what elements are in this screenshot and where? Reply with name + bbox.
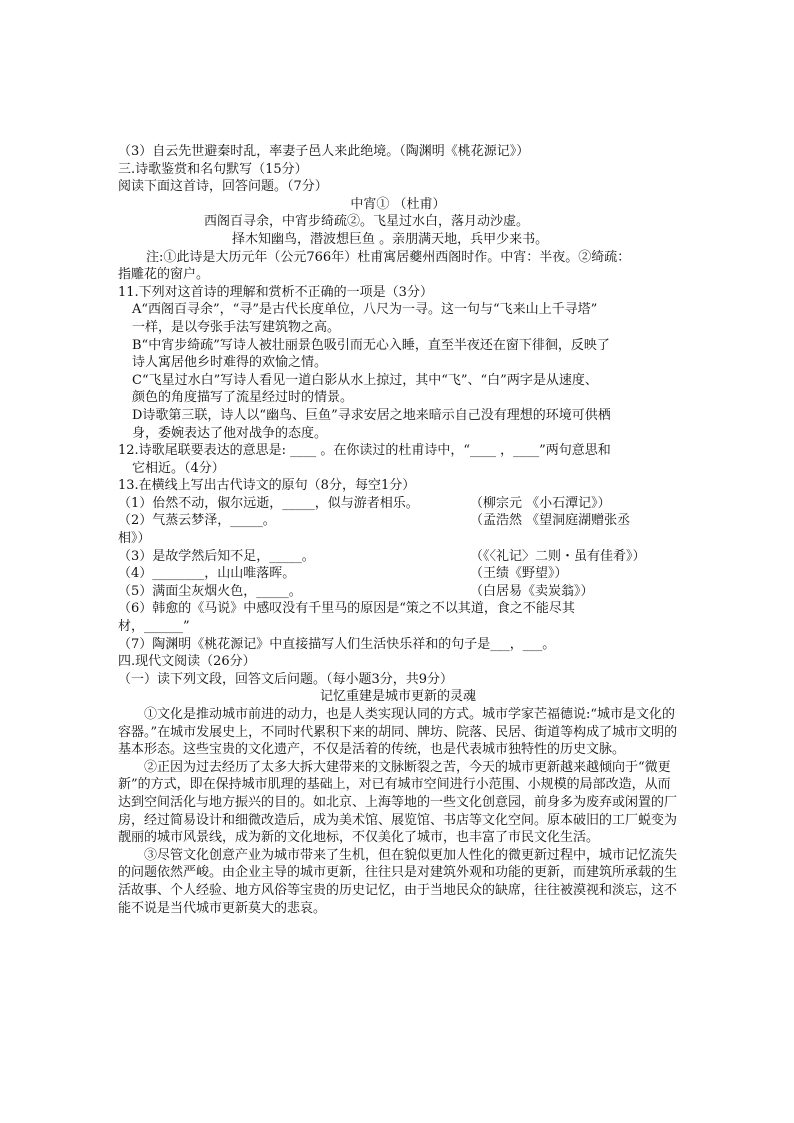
option-b: B“中宵步绮疏”写诗人被壮丽景色吸引而无心入睡，直至半夜还在窗下徘徊，反映了 — [132, 337, 610, 353]
q13-item — [118, 565, 678, 583]
article-paragraph: ①文化是推动城市前进的动力，也是人类实现认同的方式。城市学家芒福德说:“城市是文化的容器。”在城市发展史上，不同时代累积下来的胡同、牌坊、院落、民居、街道等构成了城市文明的基本形态。这些宝贵的文化遗产，不仅是活着的传统，也是代表城市独特性的历史文脉。 — [118, 707, 678, 758]
section-heading: 三.诗歌鉴赏和名句默写（15分） — [118, 161, 308, 177]
exam-page — [118, 143, 678, 917]
poem-line: 西阁百寻余，中宵步绮疏②。飞星过水白，落月动沙虚。 — [204, 214, 530, 230]
option-c: C“飞星过水白”写诗人看见一道白影从水上掠过，其中“飞”、“白”两字是从速度、 — [132, 372, 598, 388]
q13-item — [118, 495, 678, 513]
question-13: 13.在横线上写出古代诗文的原句（8分，每空1分） — [118, 478, 416, 494]
q13-source: （孟浩然 《望洞庭湖赠张丞 — [470, 513, 631, 529]
q13-source: （白居易《卖炭翁》） — [470, 583, 594, 599]
q13-item: 材，______” — [118, 619, 190, 635]
option-d: 身，委婉表达了他对战争的态度。 — [132, 425, 328, 441]
article-paragraph: ③尽管文化创意产业为城市带来了生机，但在貌似更加人性化的微更新过程中，城市记忆流失的问题依然严峻。由企业主导的城市更新，往往只是对建筑外观和功能的更新，而建筑所承载的生活故事、个人经验、地方风俗等宝贵的历史记忆，由于当地民众的缺席，往往被漠视和淡忘，这不能不说是当代城市更新莫大的悲哀。 — [118, 847, 678, 916]
q13-blank: （5）满面尘灰烟火色，_____。 — [118, 583, 302, 599]
text-line: （3）自云先世避秦时乱，率妻子邑人来此绝境。（陶渊明《桃花源记》） — [118, 144, 530, 159]
article-title: 记忆重建是城市更新的灵魂 — [319, 689, 476, 705]
subsection-heading: （一）读下列文段，回答文后问题。（每小题3分，共9分） — [118, 671, 454, 687]
q13-blank: （4）________，山山唯落晖。 — [118, 566, 296, 582]
question-12: 它相近。（4分） — [132, 460, 225, 476]
poem-note: 指雕花的窗户。 — [118, 267, 210, 283]
option-c: 颜色的角度描写了流星经过时的情景。 — [132, 390, 354, 406]
question-12: 12.诗歌尾联要表达的意思是: ____ 。在你读过的杜甫诗中，“____ ，____”两句意思和 — [118, 443, 611, 459]
poem-line: 择木知幽鸟，潜波想巨鱼 。亲朋满天地，兵甲少来书。 — [232, 231, 549, 247]
q13-item — [118, 548, 678, 566]
q13-blank: （2）气蒸云梦泽，_____。 — [118, 513, 276, 529]
option-d: D诗歌第三联，诗人以“幽鸟、巨鱼”寻求安居之地来暗示自己没有理想的环境可供栖 — [132, 407, 611, 423]
option-a: 一样，是以夸张手法写建筑物之高。 — [132, 319, 341, 335]
q13-source: （《〈礼记〉二则・虽有佳肴》） — [470, 548, 646, 564]
q13-source: （柳宗元 《小石潭记》） — [470, 495, 611, 511]
q13-blank: （3）是故学然后知不足，_____。 — [118, 548, 315, 564]
question-11: 11.下列对这首诗的理解和赏析不正确的一项是（3分） — [118, 284, 433, 300]
q13-item: （6）韩愈的《马说》中感叹没有千里马的原因是“策之不以其道，食之不能尽其 — [118, 601, 575, 617]
section-heading: 四.现代文阅读（26分） — [118, 654, 256, 670]
option-b: 诗人寓居他乡时难得的欢愉之情。 — [132, 355, 328, 371]
q13-item: （7）陶渊明《桃花源记》中直接描写人们生活快乐祥和的句子是___，___。 — [118, 636, 556, 652]
q13-item — [118, 583, 678, 601]
article-paragraph: ②正因为过去经历了太多大拆大建带来的文脉断裂之苦，今天的城市更新越来越倾向于“微更新”的方式，即在保持城市肌理的基础上，对已有城市空间进行小范围、小规模的局部改造，从而达到空间活化与地方振兴的目的。如北京、上海等地的一些文化创意园，前身多为废弃或闲置的厂房，经过简易设计和细微改造后，成为美术馆、展览馆、书店等文化空间。原本破旧的工厂蜕变为靓丽的城市风景线，成为新的文化地标，不仅美化了城市，也丰富了市民文化生活。 — [118, 759, 678, 846]
poem-note: 注:①此诗是大历元年（公元766年）杜甫寓居夔州西阁时作。中宵：半夜。②绮疏： — [146, 249, 631, 265]
q13-item — [118, 512, 678, 530]
q13-blank: （1）佁然不动，俶尔远逝，_____，似与游者相乐。 — [118, 495, 419, 511]
q13-source-cont: 相》） — [118, 531, 151, 547]
q13-source: （王绩《野望》） — [470, 566, 568, 582]
poem-title: 中宵① （杜甫） — [350, 196, 446, 212]
instruction: 阅读下面这首诗，回答问题。（7分） — [118, 179, 328, 195]
option-a: A“西阁百寻余”，“寻”是古代长度单位，八尺为一寻。这一句与“飞来山上千寻塔” — [132, 302, 598, 318]
